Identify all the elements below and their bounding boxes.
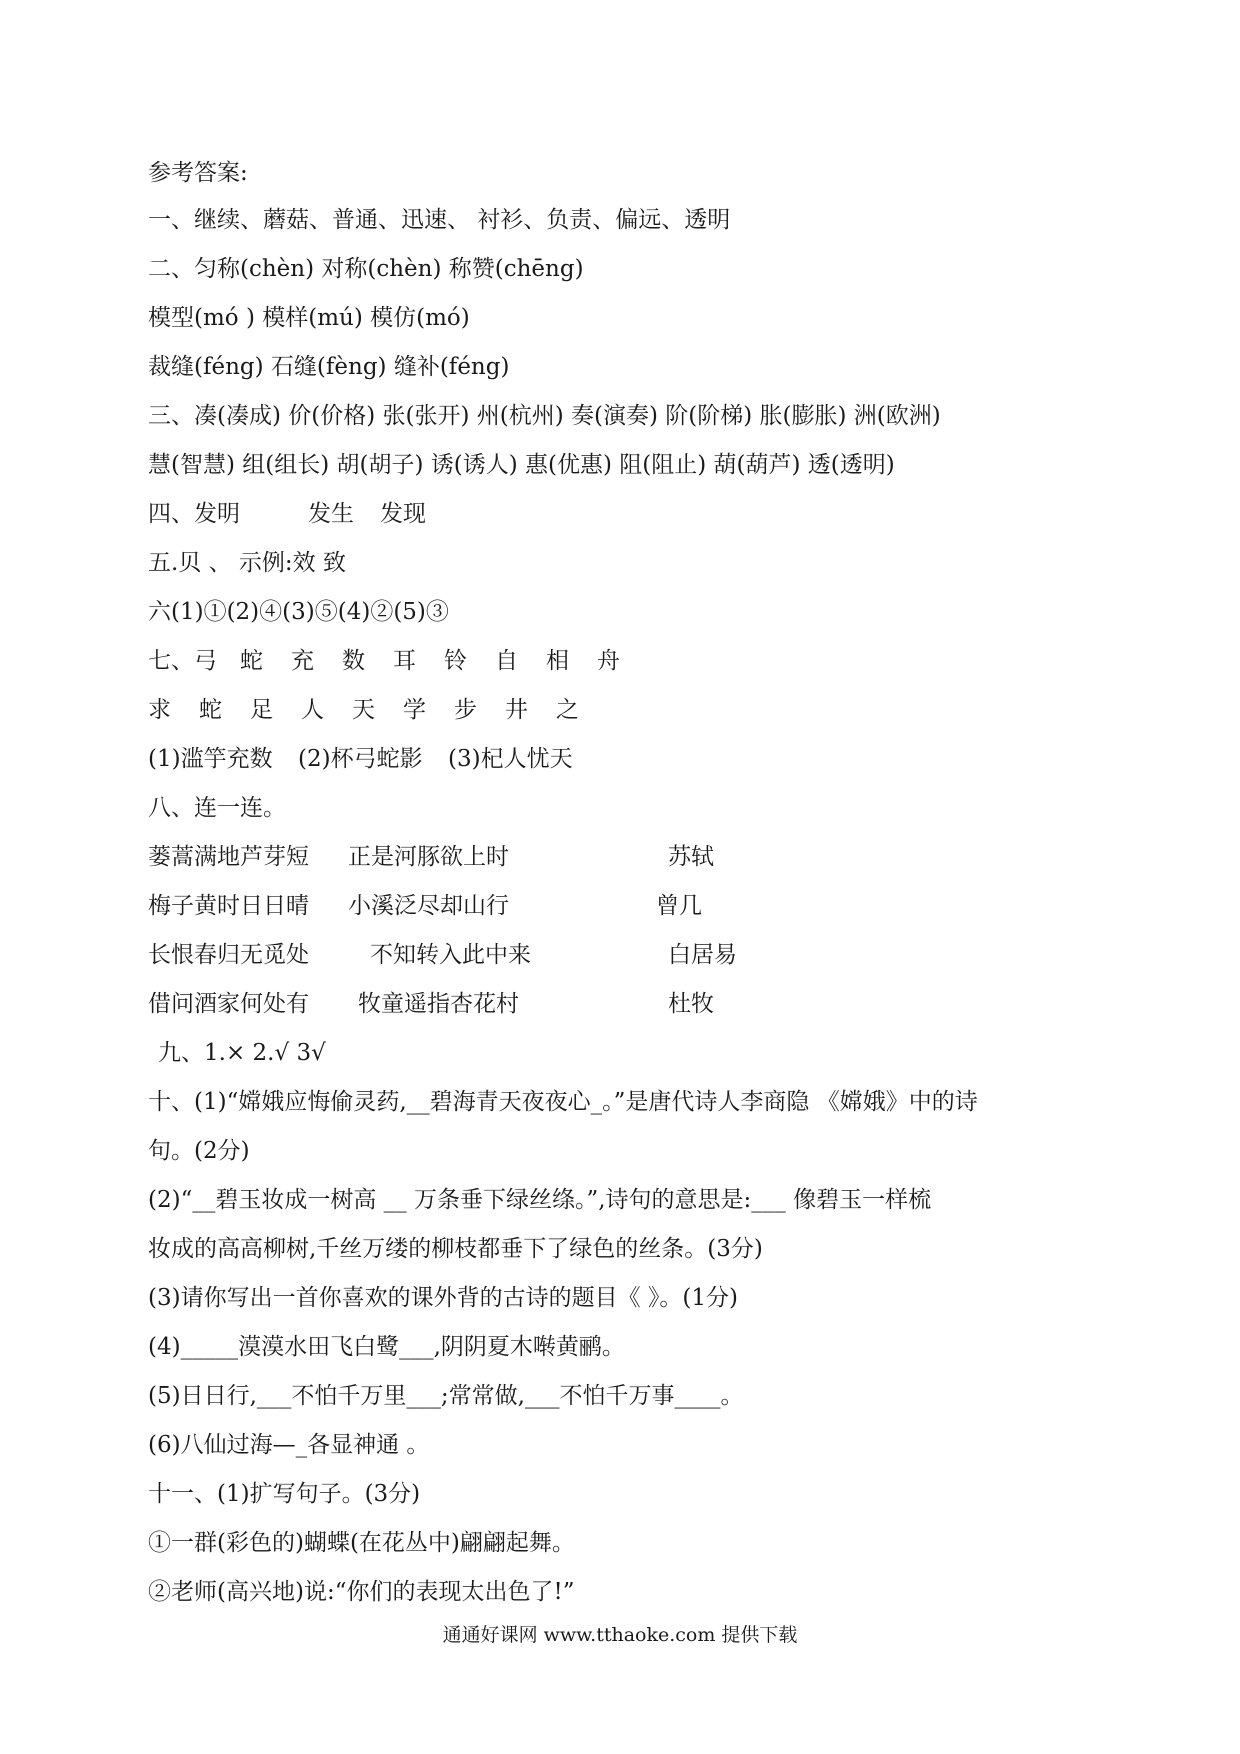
section-2-line-3: 裁缝(féng) 石缝(fèng) 缝补(féng)	[148, 354, 510, 380]
idiom-3: (3)杞人忧天	[448, 746, 573, 772]
section-3-line-1: 三、凑(凑成) 价(价格) 张(张开) 州(杭州) 奏(演奏) 阶(阶梯) 胀(膨胀) 洲(欧洲)	[148, 403, 941, 429]
section-4-c: 发现	[380, 501, 426, 527]
s7-r1-c6: 自	[495, 648, 518, 674]
s7-r2-c2: 足	[250, 697, 273, 723]
poem-line-a: 长恨春归无觅处	[148, 942, 309, 968]
section-7-row-1	[148, 637, 1098, 686]
answer-content	[148, 150, 1098, 1617]
s7-r1-c1: 蛇	[240, 648, 263, 674]
poem-line-b: 牧童遥指杏花村	[358, 991, 519, 1017]
section-10-q1-a: 十、(1)“嫦娥应悔偷灵药,__碧海青天夜夜心_。”是唐代诗人李商隐 《嫦娥》中的诗	[148, 1089, 978, 1115]
poet-name: 曾几	[656, 893, 702, 919]
s7-r2-c7: 井	[505, 697, 528, 723]
section-10-q2-a: (2)“__碧玉妆成一树高 __ 万条垂下绿丝绦。”,诗句的意思是:___ 像碧玉一样梳	[148, 1187, 932, 1213]
section-5: 五.贝 、 示例:效 致	[148, 550, 346, 576]
section-4-b: 发生	[308, 501, 354, 527]
footer-watermark: 通通好课网 www.tthaoke.com 提供下载	[442, 1624, 798, 1646]
section-8-row-1	[148, 833, 1098, 882]
section-2-line-2: 模型(mó ) 模样(mú) 模仿(mó)	[148, 305, 470, 331]
s7-r1-c4: 耳	[393, 648, 416, 674]
s7-r1-c7: 相	[546, 648, 569, 674]
section-11-title: 十一、(1)扩写句子。(3分)	[148, 1481, 421, 1507]
section-7-row-2	[148, 686, 1098, 735]
s7-r2-c3: 人	[301, 697, 324, 723]
section-10-q3: (3)请你写出一首你喜欢的课外背的古诗的题目《 》。(1分)	[148, 1285, 738, 1311]
poem-line-a: 蒌蒿满地芦芽短	[148, 844, 309, 870]
s7-r2-c0: 求	[148, 697, 171, 723]
s7-r1-c2: 充	[291, 648, 314, 674]
idiom-1: (1)滥竽充数	[148, 746, 273, 772]
s7-r1-c3: 数	[342, 648, 365, 674]
poet-name: 苏轼	[668, 844, 714, 870]
section-8-row-2	[148, 882, 1098, 931]
section-10-q6: (6)八仙过海—_各显神通 。	[148, 1432, 430, 1458]
s7-r1-c5: 铃	[444, 648, 467, 674]
section-11-a: ①一群(彩色的)蝴蝶(在花丛中)翩翩起舞。	[148, 1530, 575, 1556]
section-10-q1-b: 句。(2分)	[148, 1138, 250, 1164]
poem-line-a: 借问酒家何处有	[148, 991, 309, 1017]
poem-line-b: 小溪泛尽却山行	[348, 893, 509, 919]
poet-name: 白居易	[668, 942, 737, 968]
poem-line-a: 梅子黄时日日晴	[148, 893, 309, 919]
s7-r2-c6: 步	[454, 697, 477, 723]
section-10-q5: (5)日日行,___不怕千万里___;常常做,___不怕千万事____。	[148, 1383, 744, 1409]
section-10-q2-b: 妆成的高高柳树,千丝万缕的柳枝都垂下了绿色的丝条。(3分)	[148, 1236, 763, 1262]
section-7-idioms	[148, 735, 1098, 784]
section-8-row-3	[148, 931, 1098, 980]
section-10-q4: (4)_____漠漠水田飞白鹭___,阴阴夏木啭黄鹂。	[148, 1334, 625, 1360]
s7-r2-c4: 天	[352, 697, 375, 723]
section-6: 六(1)①(2)④(3)⑤(4)②(5)③	[148, 599, 449, 625]
section-1: 一、继续、蘑菇、普通、迅速、 衬衫、负责、偏远、透明	[148, 207, 731, 233]
doc-title: 参考答案:	[148, 160, 248, 186]
s7-r1-c0: 七、弓	[148, 648, 217, 674]
section-3-line-2: 慧(智慧) 组(组长) 胡(胡子) 诱(诱人) 惠(优惠) 阻(阻止) 葫(葫芦) 透(透明)	[148, 452, 895, 478]
section-8-title: 八、连一连。	[148, 795, 286, 821]
s7-r2-c1: 蛇	[199, 697, 222, 723]
poem-line-b: 正是河豚欲上时	[348, 844, 509, 870]
section-8-row-4	[148, 980, 1098, 1029]
poet-name: 杜牧	[668, 991, 714, 1017]
section-9: 九、1.× 2.√ 3√	[158, 1040, 326, 1066]
idiom-2: (2)杯弓蛇影	[298, 746, 423, 772]
s7-r2-c5: 学	[403, 697, 426, 723]
s7-r1-c8: 舟	[597, 648, 620, 674]
poem-line-b: 不知转入此中来	[370, 942, 531, 968]
section-4-a: 四、发明	[148, 501, 240, 527]
section-11-b: ②老师(高兴地)说:“你们的表现太出色了!”	[148, 1579, 575, 1605]
s7-r2-c8: 之	[556, 697, 579, 723]
section-4	[148, 490, 1098, 539]
section-2-line-1: 二、匀称(chèn) 对称(chèn) 称赞(chēng)	[148, 256, 584, 282]
